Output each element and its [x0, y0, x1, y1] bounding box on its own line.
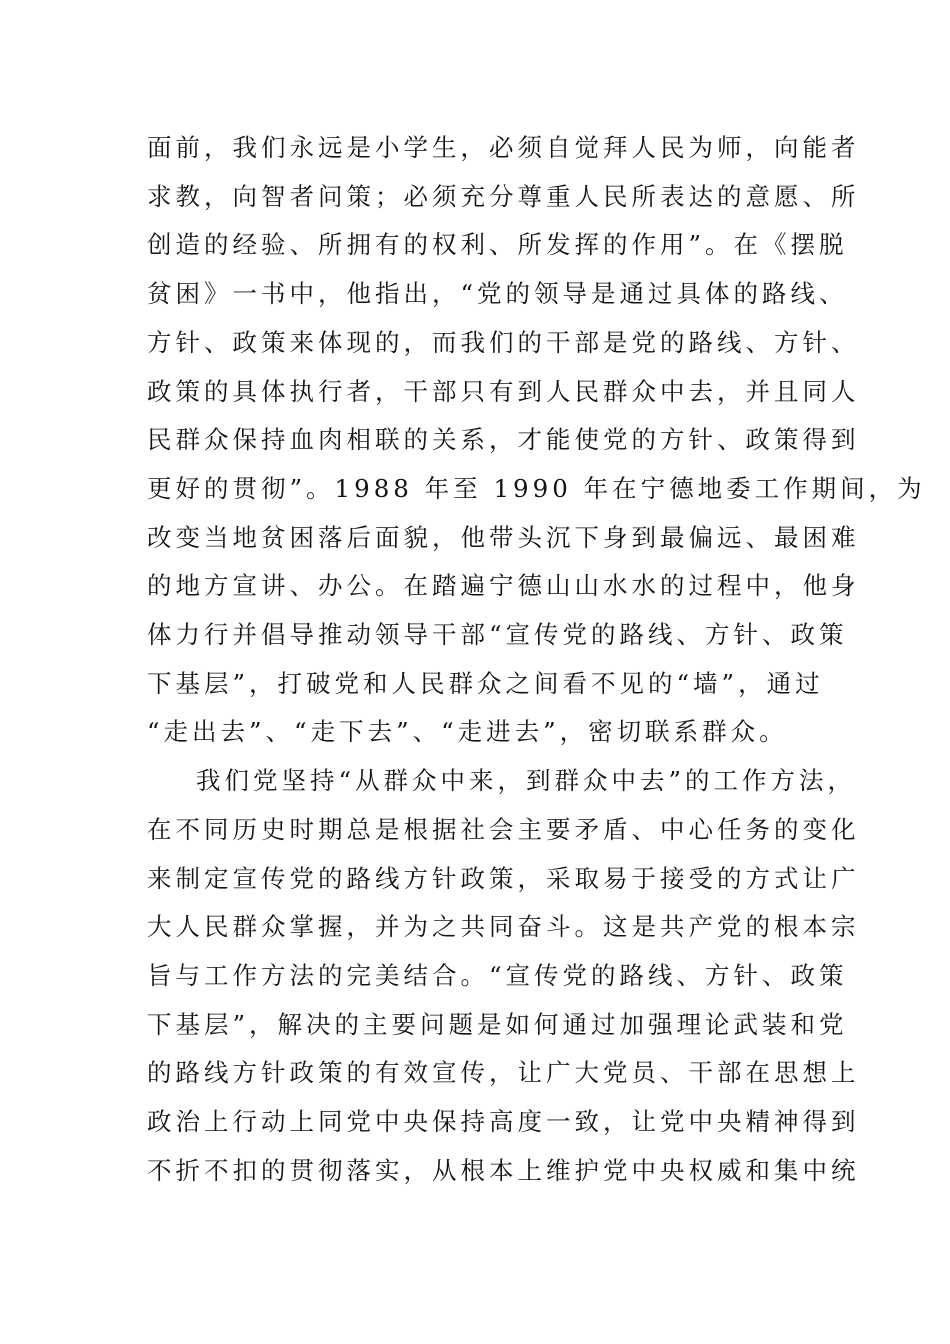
text-line: 下基层”，打破党和人民群众之间看不见的“墙”，通过 — [147, 668, 824, 698]
text-line: 体力行并倡导推动领导干部“宣传党的路线、方针、政策 — [147, 620, 848, 649]
paragraph-first-line: 我们党坚持“从群众中来，到群众中去”的工作方法， — [196, 766, 857, 796]
text-line: 旨与工作方法的完美结合。“宣传党的路线、方针、政策 — [147, 960, 848, 990]
text-line: 不折不扣的贯彻落实，从根本上维护党中央权威和集中统 — [147, 1155, 860, 1185]
text-line: 民群众保持血肉相联的关系，才能使党的方针、政策得到 — [147, 425, 860, 455]
text-line: 创造的经验、所拥有的权利、所发挥的作用”。在《摆脱 — [147, 230, 848, 260]
text-line: 来制定宣传党的路线方针政策，采取易于接受的方式让广 — [147, 863, 860, 893]
text-line: 改变当地贫困落后面貌，他带头沉下身到最偏远、最困难 — [147, 522, 860, 552]
text-line: 贫困》一书中，他指出，“党的领导是通过具体的路线、 — [147, 279, 848, 309]
text-line: 方针、政策来体现的，而我们的干部是党的路线、方针、 — [147, 327, 860, 357]
text-line: 面前，我们永远是小学生，必须自觉拜人民为师，向能者 — [147, 133, 860, 162]
text-line: 更好的贯彻”。1988 年至 1990 年在宁德地委工作期间，为 — [147, 473, 926, 503]
text-line: 下基层”，解决的主要问题是如何通过加强理论武装和党 — [147, 1009, 848, 1039]
text-line: 政治上行动上同党中央保持高度一致，让党中央精神得到 — [147, 1107, 860, 1136]
text-line: 政策的具体执行者，干部只有到人民群众中去，并且同人 — [147, 376, 860, 406]
text-line: 在不同历史时期总是根据社会主要矛盾、中心任务的变化 — [147, 814, 860, 844]
text-line: 的路线方针政策的有效宣传，让广大党员、干部在思想上 — [147, 1058, 860, 1088]
text-line: 求教，向智者问策；必须充分尊重人民所表达的意愿、所 — [147, 181, 860, 211]
text-line: “走出去”、“走下去”、“走进去”，密切联系群众。 — [147, 717, 788, 747]
text-line: 的地方宣讲、办公。在踏遍宁德山山水水的过程中，他身 — [147, 571, 860, 601]
text-line: 大人民群众掌握，并为之共同奋斗。这是共产党的根本宗 — [147, 912, 860, 942]
